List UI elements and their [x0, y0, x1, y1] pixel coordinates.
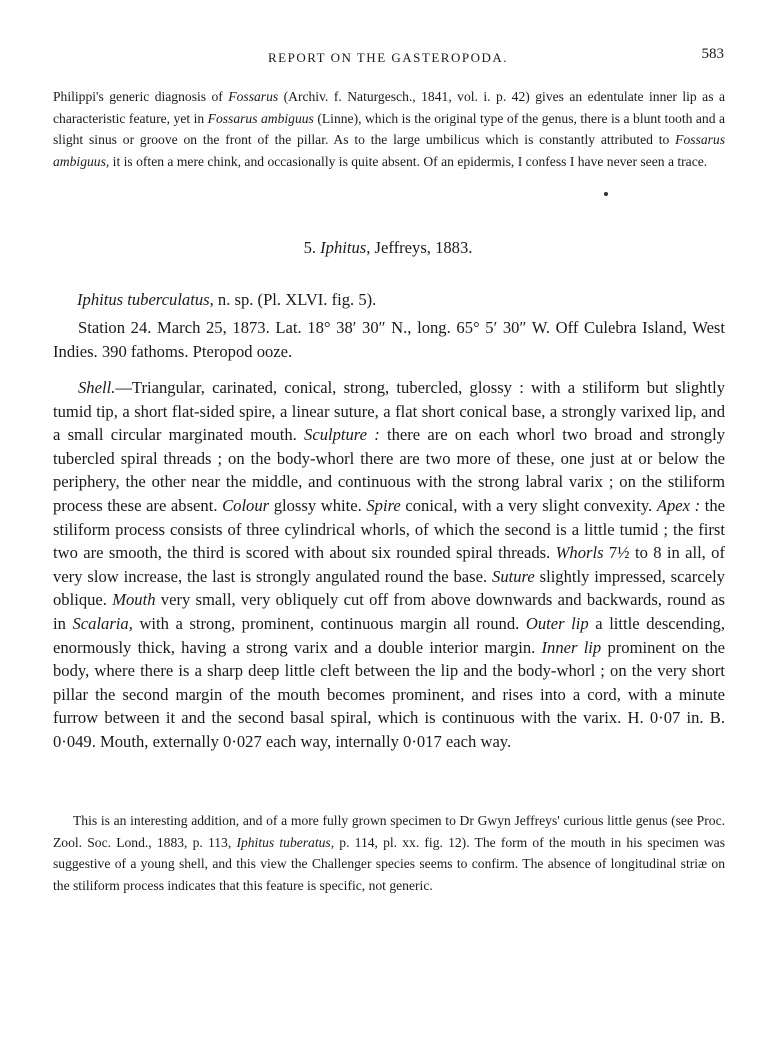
inner-lip-label: Inner lip [541, 637, 602, 657]
intro-text: (Linne), which is the original type of the genus, there is a blunt tooth and a slight sinus or groove on the front of the pillar. As to the large umbilicus which is constantly attributed to [53, 110, 726, 147]
intro-text: it is often a mere chink, and occasionally is quite absent. Of an epidermis, I confess I have never seen a trace. [109, 153, 708, 169]
description-paragraph [53, 376, 725, 754]
section-author: Jeffreys, 1883. [370, 238, 473, 257]
species-heading [77, 290, 376, 310]
page-number: 583 [701, 46, 724, 62]
intro-text: (Archiv. f. Naturgesch., 1841, vol. i. p. 42) gives an edentulate inner lip as a characteristic feature, yet in [53, 89, 725, 126]
description-text: conical, with a very slight convexity. [400, 495, 657, 515]
colour-label: Colour [222, 495, 270, 515]
suture-label: Suture [492, 566, 535, 586]
shell-label: Shell. [78, 378, 116, 397]
running-title: REPORT ON THE GASTEROPODA. [268, 50, 508, 65]
running-head [0, 46, 776, 72]
description-text: a little descending, enormously thick, having a strong varix and a double interior margin. [53, 613, 725, 657]
intro-paragraph [53, 86, 725, 172]
intro-text: Philippi's generic diagnosis of [53, 89, 229, 104]
mouth-label: Mouth [112, 590, 156, 610]
section-heading [0, 238, 776, 258]
intro-italic: Fossarus ambiguus [207, 110, 314, 126]
note-text: p. 114, pl. xx. fig. 12). The form of the mouth in his specimen was suggestive of a young shell, and this view the Challenger species seems to confirm. The absence of longitudinal striæ on the stiliform process indicates that this feature is specific, not generic. [53, 834, 725, 893]
spire-label: Spire [366, 495, 401, 515]
apex-label: Apex : [656, 495, 701, 515]
description-text: prominent on the body, where there is a sharp deep little cleft between the lip and the body-whorl ; on the very short pillar the second margin of the mouth becomes prominent, and rises into a cord, with a minute furrow between it and the second basal spiral, which is continuous with the varix. H. 0·07 in. B. 0·049. Mouth, externally 0·027 each way, internally 0·017 each way. [53, 637, 725, 751]
species-reference: n. sp. (Pl. XLVI. fig. 5). [213, 290, 377, 309]
description-text: there are on each whorl two broad and strongly tubercled spiral threads ; on the body-whorl there are two more of these, one just at or below the periphery, the other near the middle, and continuous with the strong labral varix ; on the stiliform process these are absent. [53, 425, 725, 515]
intro-italic: Fossarus [228, 89, 279, 104]
species-name: Iphitus tuberculatus, [77, 290, 214, 309]
description-text: glossy white. [269, 495, 367, 515]
description-text: with a strong, prominent, continuous margin all round. [132, 613, 526, 633]
description-text: very small, very obliquely cut off from above downwards and backwards, round as in [53, 590, 725, 633]
whorls-label: Whorls [555, 543, 604, 563]
description-text: 7½ to 8 in all, of very slow increase, the last is strongly angulated round the base. [53, 543, 725, 586]
outer-lip-label: Outer lip [525, 613, 589, 633]
station-paragraph: Station 24. March 25, 1873. Lat. 18° 38′ 30″ N., long. 65° 5′ 30″ W. Off Culebra Island, West Indies. 390 fathoms. Pteropod ooze. [53, 318, 725, 361]
note-italic: Iphitus tuberatus, [236, 834, 335, 850]
section-number: 5. [303, 238, 321, 257]
description-text: —Triangular, carinated, conical, strong, tubercled, glossy : with a stiliform but slightly tumid tip, a short flat-sided spire, a linear suture, a flat short conical base, a strongly varixed lip, and a small circular marginated mouth. [53, 378, 725, 445]
scalaria-name: Scalaria, [72, 613, 133, 633]
ink-mark [604, 192, 608, 196]
intro-italic: Fossarus ambiguus, [53, 132, 725, 169]
note-paragraph [53, 810, 725, 896]
section-genus: Iphitus, [320, 238, 371, 257]
description-text: the stiliform process consists of three cylindrical whorls, of which the second is a little tumid ; the first two are smooth, the third is scored with about six rounded spiral threads. [53, 495, 725, 563]
note-text: This is an interesting addition, and of a more fully grown specimen to Dr Gwyn Jeffreys' curious little genus (see Proc. Zool. Soc. Lond., 1883, p. 113, [53, 813, 725, 850]
sculpture-label: Sculpture : [304, 425, 380, 445]
description-text: slightly impressed, scarcely oblique. [53, 566, 725, 610]
